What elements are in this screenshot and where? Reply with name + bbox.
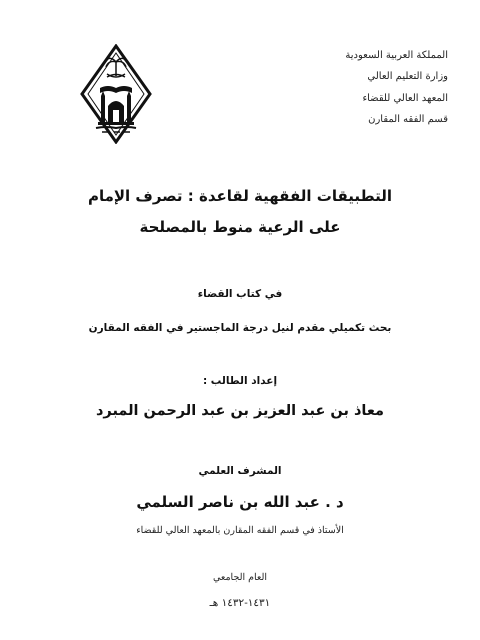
supervisor-label: المشرف العلمي	[198, 465, 282, 477]
book-subtitle: في كتاب القضاء	[197, 288, 283, 300]
thesis-title-line-1: التطبيقات الفقهية لقاعدة : تصرف الإمام	[87, 187, 393, 205]
academic-year-value: ١٤٣١-١٤٣٢ هـ	[209, 597, 271, 609]
header-institute: المعهد العالي للقضاء	[362, 93, 448, 104]
academic-year-label: العام الجامعي	[212, 572, 268, 583]
thesis-title-line-2: على الرعية منوط بالمصلحة	[139, 218, 341, 236]
university-logo-icon	[80, 44, 152, 144]
author-label: إعداد الطالب :	[202, 375, 278, 387]
header-department: قسم الفقه المقارن	[368, 114, 448, 125]
header-ministry: وزارة التعليم العالي	[367, 71, 448, 82]
supervisor-name: د . عبد الله بن ناصر السلمي	[136, 493, 344, 511]
degree-statement: بحث تكميلي مقدم لنيل درجة الماجستير في الفقه المقارن	[88, 322, 392, 334]
author-name: معاذ بن عبد العزيز بن عبد الرحمن المبرد	[95, 403, 385, 419]
header-country: المملكة العربية السعودية	[345, 50, 448, 61]
supervisor-position: الأستاذ في قسم الفقه المقارن بالمعهد العالي للقضاء	[136, 525, 344, 536]
